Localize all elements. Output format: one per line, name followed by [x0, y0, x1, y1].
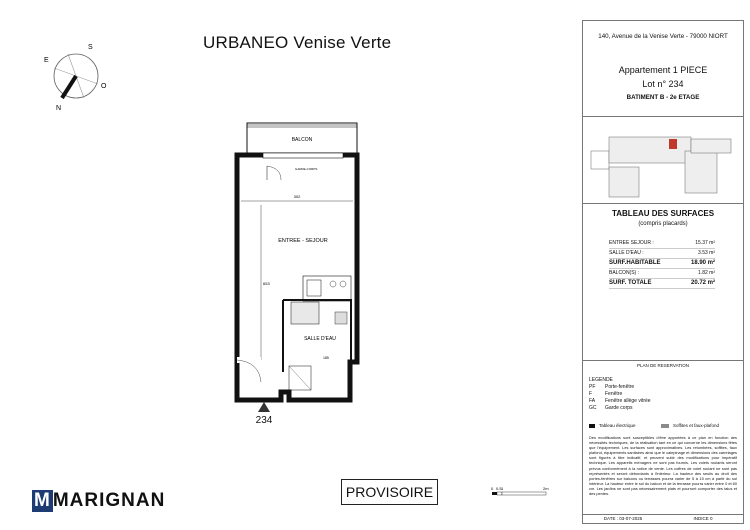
- logo-text: MARIGNAN: [52, 490, 166, 511]
- marignan-logo: [32, 490, 165, 512]
- scale-block: [497, 492, 502, 495]
- scale-bar: [474, 484, 554, 504]
- divider: [583, 360, 743, 361]
- scale-2m: 2m: [543, 486, 549, 491]
- key-plan-block: [691, 139, 731, 153]
- key-plan: [589, 121, 737, 201]
- legend-code: FA: [589, 398, 596, 404]
- room-entree-sejour: ENTREE - SEJOUR: [278, 238, 328, 244]
- key-plan-block: [609, 137, 691, 163]
- soffite-swatch: [661, 424, 669, 428]
- legend-keys: [589, 423, 739, 428]
- row-value: 18.90 m²: [690, 260, 715, 266]
- table-row: [609, 269, 715, 279]
- compass-rose: [40, 40, 112, 112]
- garde-corps-label: GARDE-CORPS: [295, 167, 318, 171]
- legend-item: [589, 405, 739, 412]
- info-panel: [582, 20, 744, 524]
- divider: [583, 203, 743, 204]
- room-salle-deau: SALLE D'EAU: [304, 336, 336, 342]
- placard-cross: [289, 366, 311, 390]
- footer-index: INDICE 0: [693, 516, 713, 521]
- compass-s: S: [88, 44, 93, 51]
- row-value: 15.37 m²: [695, 240, 715, 246]
- row-value: 20.72 m²: [690, 280, 715, 286]
- legend-title: LEGENDE: [589, 377, 613, 383]
- building-floor: BATIMENT B - 2e ETAGE: [626, 94, 700, 101]
- row-label: SURF. TOTALE: [609, 280, 652, 286]
- status-badge: PROVISOIRE: [341, 479, 438, 505]
- scale-block: [492, 492, 497, 495]
- legend-text: Garde corps: [605, 405, 633, 411]
- dim-width: 302: [293, 194, 301, 199]
- compass-o: O: [101, 83, 107, 90]
- dim-sde: 185: [323, 356, 329, 360]
- dim-depth: 653: [263, 281, 270, 286]
- reservation-label: PLAN DE RESERVATION: [636, 363, 689, 368]
- wc: [335, 312, 347, 324]
- row-label: SURF.HABITABLE: [609, 260, 661, 266]
- key-plan-block: [685, 151, 717, 193]
- table-row: [609, 239, 715, 249]
- legend-text: Fenêtre allège vitrée: [605, 398, 651, 404]
- electric-panel-icon: [589, 424, 595, 428]
- compass-needle: [62, 76, 76, 98]
- legend-code: F: [589, 391, 593, 397]
- footer: [583, 516, 743, 521]
- row-value: 1.82 m²: [698, 270, 715, 276]
- surfaces-title: TABLEAU DES SURFACES: [611, 209, 715, 218]
- divider: [583, 116, 743, 117]
- key-plan-block: [591, 151, 609, 169]
- shower: [291, 302, 319, 324]
- project-title: URBANEO Venise Verte: [203, 33, 392, 52]
- entry-door-swing: [237, 360, 261, 382]
- scale-0: 0: [491, 486, 494, 491]
- row-value: 3.53 m²: [698, 250, 715, 256]
- surfaces-subtitle: (compris placards): [638, 221, 688, 227]
- logo-mark-icon: M: [34, 490, 51, 511]
- legend-key-1: Tableau électrique: [599, 423, 636, 428]
- legend-item: [589, 398, 739, 405]
- address: 140, Avenue de la Venise Verte - 79000 NIORT: [598, 33, 728, 40]
- legend-text: Porte-fenêtre: [605, 384, 635, 390]
- footer-date: DATE : 03-07-2025: [603, 516, 643, 521]
- key-plan-block: [609, 167, 639, 197]
- apartment-type: Appartement 1 PIECE: [618, 65, 708, 75]
- disclaimer: Des modifications sont susceptibles d'être apportées à ce plan en fonction des nécessités techniques, de la réalisation tant en ce qui concerne les dimensions fêtes que l'équipement. Les surfaces sont approximatives. Les retombées, soffites, faux plafond, équipements sanitaires ainsi que le calepinage et dimensions des carrelages sont figurés à titre indicatif, et peuvent subir des modifications pour impératif technique. Les appareils ménagers ne sont pas fournis. Les volets roulants seront prévus conformément à la notice de vente. Les coffres de volet roulant ne sont pas représentés et seront débordants à l'intérieur. La hauteur des seuils au droit des portes-fenêtres sur balcons ou terrasses pourra varier de 5 à 15 cm à partir du sol intérieur. La hauteur entre le sol du balcon et de la terrasse pourra varier entre 0 et 60 cm. Les jardins ne sont pas nécessairement plats et pourront comporter des talus et des pentes.: [589, 435, 737, 497]
- scale-1: 1: [501, 486, 504, 491]
- lot-marker: [252, 402, 276, 430]
- legend-code: PF: [589, 384, 596, 390]
- porte-fenetre: [263, 153, 343, 158]
- balcon-label: BALCON: [291, 137, 313, 143]
- row-label: SALLE D'EAU :: [609, 250, 644, 256]
- door-swing: [267, 166, 281, 180]
- legend-item: [589, 391, 739, 398]
- lot-marker-number: 234: [255, 415, 273, 426]
- row-label: BALCON(S) :: [609, 270, 640, 276]
- compass-e: E: [44, 57, 49, 64]
- compass-n: N: [56, 105, 62, 112]
- legend: [589, 377, 739, 412]
- scale-05: 0.5: [496, 486, 502, 491]
- table-row: [609, 249, 715, 259]
- divider: [583, 514, 743, 515]
- highlighted-lot: [669, 139, 677, 149]
- scale-block: [502, 492, 546, 495]
- triangle-icon: [258, 402, 270, 412]
- surfaces-table: [609, 239, 715, 289]
- floor-plan: [215, 110, 385, 430]
- lot-number: Lot n° 234: [642, 79, 684, 89]
- table-row: [609, 279, 715, 289]
- table-row: [609, 259, 715, 269]
- row-label: ENTREE SEJOUR :: [609, 240, 654, 246]
- legend-key-2: Soffites et faux-plafond: [673, 423, 719, 428]
- legend-text: Fenêtre: [605, 391, 623, 397]
- legend-item: [589, 384, 739, 391]
- legend-code: GC: [589, 405, 597, 411]
